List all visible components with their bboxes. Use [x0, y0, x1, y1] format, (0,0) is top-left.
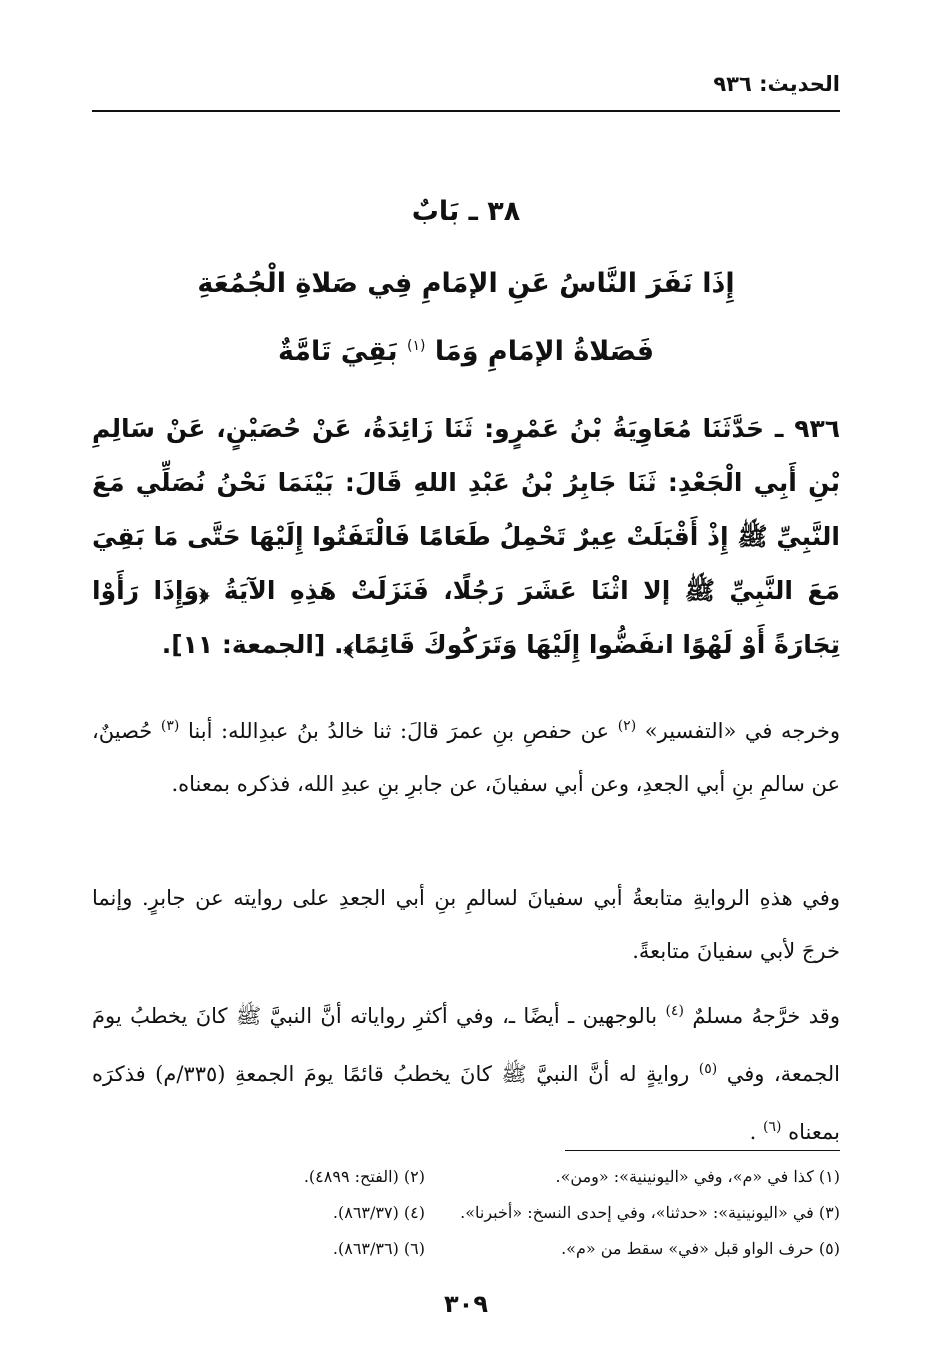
footnote: (١) كذا في «م»، وفي «اليونينية»: «ومن».: [555, 1166, 840, 1186]
footnote-row: [92, 1194, 840, 1230]
footnote: (٥) حرف الواو قبل «في» سقط من «م».: [561, 1238, 840, 1258]
hadith-text: ٩٣٦ ـ حَدَّثَنَا مُعَاوِيَةُ بْنُ عَمْرٍو: ثَنَا زَائِدَةُ، عَنْ حُصَيْنٍ، عَنْ سَالِمِ بْنِ أَبِي الْجَعْدِ: ثَنَا جَابِرُ بْنُ عَبْدِ اللهِ قَالَ: بَيْنَمَا نَحْنُ نُصَلِّي مَعَ النَّبِيِّ ﷺ إِذْ أَقْبَلَتْ عِيرٌ تَحْمِلُ طَعَامًا فَالْتَفَتُوا إِلَيْهَا حَتَّى مَا بَقِيَ مَعَ النَّبِيِّ ﷺ إلا اثْنَا عَشَرَ رَجُلًا، فَنَزَلَتْ هَذِهِ الآيَةُ ﴿وَإِذَا رَأَوْا تِجَارَةً أَوْ لَهْوًا انفَضُّوا إِلَيْهَا وَتَرَكُوكَ قَائِمًا﴾. [الجمعة: ١١].: [92, 414, 840, 659]
commentary-paragraph-1: [92, 700, 840, 811]
commentary-text: وخرجه في «التفسير»: [644, 719, 841, 743]
commentary-text: عن حفصِ بنِ عمرَ قالَ: ثنا خالدُ بنُ عبدِالله: أبنا: [187, 719, 610, 743]
footnote-reference: (١): [407, 338, 426, 354]
commentary-text: بالوجهين ـ أيضًا ـ، وفي أكثرِ رواياته أنَّ النبيَّ ﷺ كانَ يخطبُ يومَ الجمعة، وفي: [92, 1004, 840, 1086]
footnote-reference: (٢): [617, 718, 637, 734]
footnote-row: [92, 1230, 840, 1266]
footnote: (٣) في «اليونينية»: «حدثنا»، وفي إحدى النسخ: «أخبرنا».: [460, 1202, 840, 1222]
footnote: (٢) (الفتح: ٤٨٩٩).: [303, 1166, 425, 1186]
commentary-text: .: [749, 1120, 757, 1144]
chapter-title-line-1: إِذَا نَفَرَ النَّاسُ عَنِ الإمَامِ فِي صَلاةِ الْجُمُعَةِ: [197, 268, 735, 299]
footnote-reference: (٣): [160, 718, 180, 734]
footnote-reference: (٤): [665, 1003, 684, 1019]
commentary-text: روايةٍ له أنَّ النبيَّ ﷺ كانَ يخطبُ قائمًا يومَ الجمعةِ (٣٣٥/م) فذكرَه بمعناه: [92, 1062, 840, 1144]
chapter-title-part-b: بَقِيَ تَامَّةٌ: [277, 336, 398, 367]
chapter-number: ٣٨ ـ بَابٌ: [411, 196, 521, 227]
commentary-paragraph-3: [92, 985, 840, 1159]
chapter-title-line-2: [100, 336, 832, 367]
running-head: الحديث: ٩٣٦: [713, 72, 840, 96]
footnote-row: [92, 1158, 840, 1194]
commentary-paragraph-2: وفي هذهِ الروايةِ متابعةُ أبي سفيانَ لسالمِ بنِ أبي الجعدِ على روايته عن جابرٍ. وإنما خرجَ لأبي سفيانَ متابعةً.: [92, 886, 840, 963]
header-rule: [92, 110, 840, 112]
footnote: (٦) (٨٦٣/٣٦).: [332, 1238, 425, 1258]
footnote-reference: (٦): [762, 1119, 782, 1135]
chapter-title-part-a: فَصَلاةُ الإمَامِ وَمَا: [434, 336, 655, 367]
page-number: ٣٠٩: [444, 1290, 488, 1318]
footnote-separator: [565, 1150, 840, 1151]
commentary-text: وقد خرَّجهُ مسلمٌ: [692, 1004, 840, 1028]
footnote: (٤) (٨٦٣/٣٧).: [332, 1202, 425, 1222]
footnote-reference: (٥): [698, 1061, 718, 1077]
commentary-text: حُصينٌ، عن سالمِ بنِ أبي الجعدِ، وعن أبي سفيانَ، عن جابرِ بنِ عبدِ الله، فذكره بمعناه.: [92, 719, 840, 796]
footnotes: [92, 1158, 840, 1266]
